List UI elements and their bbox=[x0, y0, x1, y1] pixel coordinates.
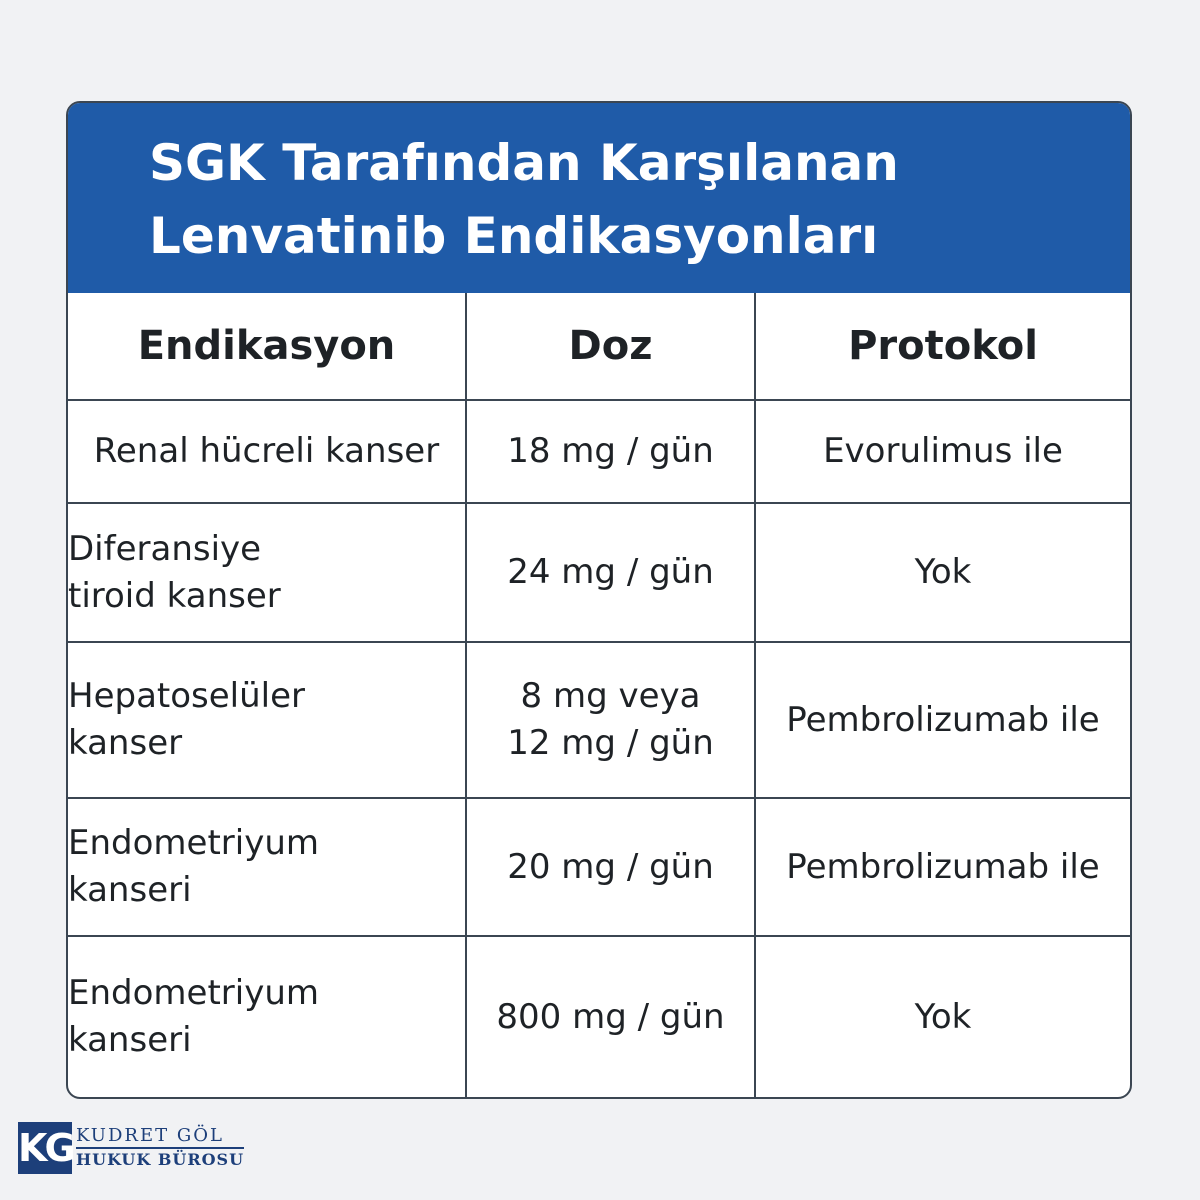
cell-endikasyon bbox=[68, 798, 466, 936]
cell-text: kanseri bbox=[68, 870, 192, 910]
cell-text: 12 mg / gün bbox=[507, 723, 714, 763]
cell-protokol: Yok bbox=[755, 936, 1130, 1097]
page-title-line-2: Lenvatinib Endikasyonları bbox=[149, 207, 879, 265]
cell-text: kanseri bbox=[68, 1020, 192, 1060]
logo-firm-type: HUKUK BÜROSU bbox=[76, 1150, 245, 1169]
cell-text: 20 mg / gün bbox=[507, 846, 714, 887]
cell-text: Diferansiye bbox=[68, 528, 262, 569]
cell-endikasyon bbox=[68, 503, 466, 642]
cell-protokol: Evorulimus ile bbox=[755, 400, 1130, 503]
page-title-line-1: SGK Tarafından Karşılanan bbox=[149, 134, 899, 192]
cell-text: 800 mg / gün bbox=[496, 996, 725, 1037]
cell-endikasyon bbox=[68, 400, 466, 503]
logo-mark: KG bbox=[18, 1122, 72, 1174]
table-row bbox=[68, 936, 1130, 1097]
cell-doz bbox=[466, 936, 755, 1097]
logo-wordmark bbox=[76, 1125, 244, 1171]
table-row bbox=[68, 503, 1130, 642]
cell-doz bbox=[466, 642, 755, 798]
cell-text: 18 mg / gün bbox=[507, 431, 714, 471]
cell-text: tiroid kanser bbox=[68, 575, 281, 616]
logo-firm-name: KUDRET GÖL bbox=[76, 1125, 244, 1149]
cell-protokol: Pembrolizumab ile bbox=[755, 642, 1130, 798]
cell-protokol: Pembrolizumab ile bbox=[755, 798, 1130, 936]
table-row bbox=[68, 642, 1130, 798]
indication-table bbox=[68, 293, 1130, 1097]
title-bar bbox=[68, 103, 1130, 293]
cell-text: kanser bbox=[68, 723, 183, 763]
cell-protokol: Yok bbox=[755, 503, 1130, 642]
cell-text: 24 mg / gün bbox=[507, 552, 714, 592]
cell-text: Endometriyum bbox=[68, 823, 319, 863]
cell-text: 8 mg veya bbox=[520, 676, 701, 716]
header-protokol: Protokol bbox=[755, 293, 1130, 400]
cell-endikasyon bbox=[68, 642, 466, 798]
indication-table-card bbox=[66, 101, 1132, 1099]
cell-doz bbox=[466, 798, 755, 936]
table-row bbox=[68, 798, 1130, 936]
header-doz: Doz bbox=[466, 293, 755, 400]
cell-text: Hepatoselüler bbox=[68, 676, 306, 716]
firm-logo bbox=[18, 1122, 244, 1174]
header-endikasyon: Endikasyon bbox=[68, 293, 466, 400]
cell-text: Renal hücreli kanser bbox=[93, 431, 440, 471]
table-header-row bbox=[68, 293, 1130, 400]
cell-doz bbox=[466, 400, 755, 503]
table-row bbox=[68, 400, 1130, 503]
cell-text: Endometriyum bbox=[68, 973, 319, 1013]
cell-doz bbox=[466, 503, 755, 642]
cell-endikasyon bbox=[68, 936, 466, 1097]
